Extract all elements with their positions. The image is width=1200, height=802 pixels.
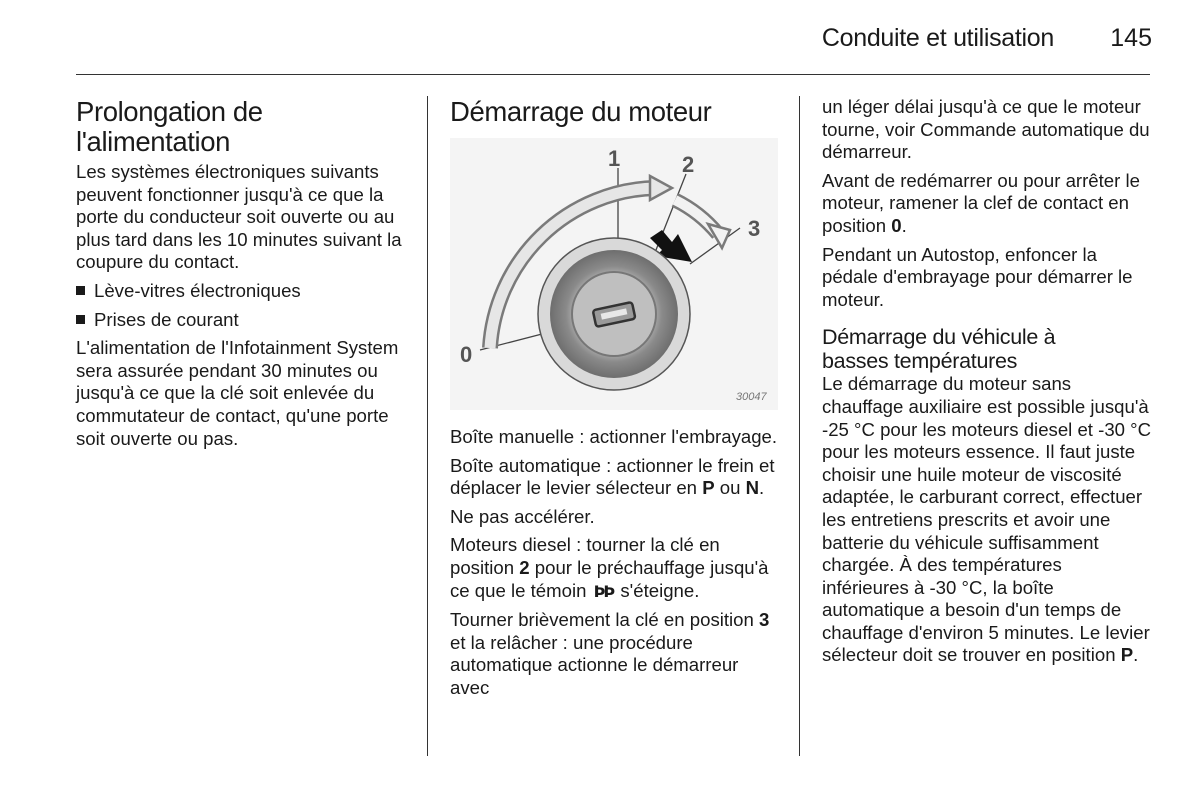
text-span: Le démarrage du moteur sans chauffage auxiliaire est possible jusqu'à -25 °C pour les moteurs diesel et -30 °C pour les moteurs essence. Il faut juste choisir une huile moteur de viscosité adaptée, le carburant correct, effectuer les entretiens prescrits et avoir une batterie du véhicule suffisamment chargée. À des températures inférieures à -30 °C, la boîte automatique a besoin d'un temps de chauffage d'environ 5 minutes. Le levier sélecteur doit se trouver en position <box>822 373 1152 666</box>
column-1 <box>76 97 408 456</box>
text-span: Avant de redémarrer ou pour arrêter le moteur, ramener la clef de contact en position <box>822 169 1140 236</box>
bullet-item <box>76 309 408 332</box>
figure-code: 30047 <box>736 391 767 403</box>
bullet-label: Lève-vitres électroniques <box>94 279 301 301</box>
paragraph-autostop: Pendant un Autostop, enfoncer la pédale d'embrayage pour démarrer le moteur. <box>822 243 1133 310</box>
section-heading-engine-start: Démarrage du moteur <box>450 96 712 127</box>
column-divider-2 <box>799 96 800 756</box>
paragraph-diesel <box>450 534 780 603</box>
bullet-item <box>76 280 408 303</box>
ignition-switch-figure <box>450 138 778 410</box>
page-number: 145 <box>1110 24 1152 52</box>
position-label-1: 1 <box>608 146 621 171</box>
bullet-label: Prises de courant <box>94 308 239 330</box>
paragraph-infotainment: L'alimentation de l'Infotainment System sera assurée pendant 30 minutes ou jusqu'à ce que la clé soit enlevée du commutateur de contact, qu'une porte soit ouverte ou pas. <box>76 337 399 449</box>
text-span: Boîte automatique : actionner le frein et déplacer le levier sélecteur en <box>450 454 775 499</box>
text-span: et la relâcher : une procédure automatique actionne le démarreur avec <box>450 631 739 698</box>
position-label-2: 2 <box>682 152 695 177</box>
text-span: s'éteigne. <box>615 579 700 601</box>
paragraph-cold-start <box>822 373 1152 667</box>
column-2-body <box>450 426 780 706</box>
header-rule <box>76 74 1150 75</box>
paragraph-restart <box>822 170 1152 238</box>
key-letter-n: N <box>745 477 760 499</box>
ignition-diagram <box>450 138 778 410</box>
key-position-2: 2 <box>519 556 530 578</box>
column-divider-1 <box>427 96 428 756</box>
text-span: Tourner brièvement la clé en position <box>450 609 760 631</box>
section-heading-power: Prolongation de l'alimentation <box>76 96 263 157</box>
paragraph-manual-gearbox: Boîte manuelle : actionner l'embrayage. <box>450 426 778 447</box>
key-position-0: 0 <box>891 214 902 236</box>
key-position-3: 3 <box>759 609 770 631</box>
glow-plug-warning-icon: ÞÞ <box>593 581 614 601</box>
position-label-3: 3 <box>748 216 761 241</box>
text-span: . <box>1133 644 1139 666</box>
bullet-square-icon <box>76 315 85 324</box>
arc-arrowhead-icon <box>650 176 672 200</box>
paragraph-no-throttle: Ne pas accélérer. <box>450 505 595 527</box>
running-header-title: Conduite et utilisation <box>821 24 1054 52</box>
text-span: . <box>759 477 765 499</box>
column-3 <box>822 96 1152 673</box>
column-2 <box>450 97 780 127</box>
key-letter-p: P <box>702 477 715 499</box>
subheading-cold-start: Démarrage du véhicule à basses températures <box>822 325 1056 374</box>
text-span: Moteurs diesel : tourner la clé en position <box>450 534 720 578</box>
text-span: ou <box>714 477 746 499</box>
position-label-0: 0 <box>460 342 473 367</box>
key-letter-p: P <box>1120 644 1134 666</box>
paragraph-automatic-gearbox <box>450 455 780 500</box>
text-span: . <box>901 214 907 236</box>
paragraph-start-procedure <box>450 609 780 699</box>
bullet-square-icon <box>76 286 85 295</box>
paragraph-continuation: un léger délai jusqu'à ce que le moteur tourne, voir Commande automatique du démarreur. <box>822 96 1150 163</box>
text-span: pour le préchauffage jusqu'à ce que le témoin <box>450 556 769 601</box>
paragraph-intro: Les systèmes électroniques suivants peuvent fonctionner jusqu'à ce que la porte du conducteur soit ouverte ou au plus tard dans les 10 minutes suivant la coupure du contact. <box>76 161 402 273</box>
